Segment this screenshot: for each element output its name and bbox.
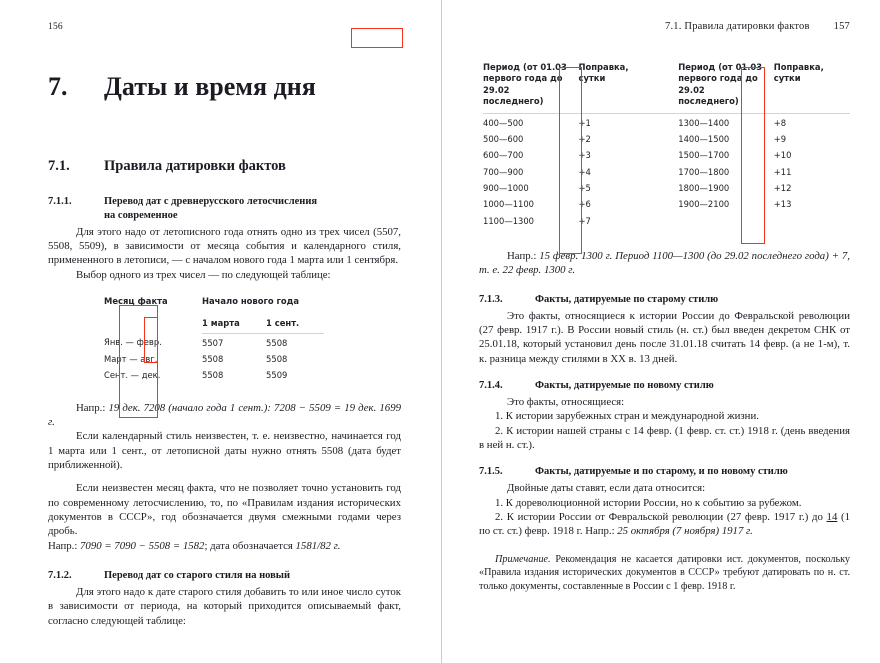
list-item-part2: (1 по ст. ст.) февр. 1918 г. Напр.:: [479, 510, 850, 538]
cell-period-right: 1800—1900: [678, 183, 730, 194]
table-row: [483, 131, 850, 147]
subsection-title: Перевод дат со старого стиля на новый: [104, 570, 291, 582]
cell-period-left: 600—700: [483, 150, 524, 161]
cell-period-right-empty: [678, 213, 774, 229]
table-row: [104, 334, 324, 351]
header-new-year-start: Начало нового года: [202, 296, 300, 307]
subsection-heading-7-1-1: [48, 195, 401, 223]
cell-spacer: [655, 180, 679, 196]
style-corrections-table: [483, 62, 850, 229]
cell-correction-left: +1: [578, 117, 591, 128]
paragraph-7-1-5-intro: Двойные даты ставят, если дата относится:: [507, 482, 706, 495]
list-item-part1: 2. К истории России от Февральской революции (27 февр. 1917 г.) до: [495, 510, 827, 523]
section-heading-7-1: [48, 158, 401, 175]
subsection-number: 7.1.1.: [48, 195, 72, 207]
table-row: [104, 351, 324, 367]
cell-correction-right: +10: [773, 150, 792, 161]
cell-month: Янв. — февр.: [104, 337, 162, 348]
subsection-heading-7-1-4: [479, 379, 850, 393]
cell-correction-right: +9: [773, 133, 787, 144]
example-suffix: ; дата обозначается: [204, 539, 296, 552]
left-page-folio: 156: [48, 22, 63, 32]
paragraph-7-1-3-body: Это факты, относящиеся к истории России до Февральской революции (27 февр. 1917 г.). В России новый стиль (н. ст.) был введен декретом СНК от 25.01.18, который установил день после 31.01.18 считать 14 февр. (а не 1-м), т. к. разница между стилями в XX в. 13 дней.: [479, 309, 850, 365]
table-row: [483, 164, 850, 180]
cell-march: 5508: [202, 370, 224, 381]
cell-correction-left: +7: [578, 215, 591, 226]
section-title: Правила датировки фактов: [104, 157, 286, 174]
paragraph-example-7208: [48, 401, 401, 430]
paragraph-7-1-2-intro: Для этого надо к дате старого стиля добавить то или иное число суток в зависимости от периода, на который приходится описываемый факт, согласно следующей таблице:: [48, 585, 401, 627]
paragraph-unknown-month: Если неизвестен месяц факта, что не позволяет точно установить год по современному летосчислению, то, по «Правилам издания исторических документов в СССР», год обозначается двумя смежными годами через дробь.: [48, 482, 401, 538]
subsection-title-line1: Перевод дат с древнерусского летосчисления: [104, 195, 318, 207]
right-page-runhead: [479, 20, 850, 34]
subheader-september: 1 сент.: [266, 313, 324, 334]
cell-month: Сент. — дек.: [104, 370, 161, 381]
example-prefix: Напр.:: [76, 401, 109, 414]
subsection-number: 7.1.2.: [48, 570, 72, 582]
cell-period-left: 700—900: [483, 166, 524, 177]
table-row: [483, 114, 850, 131]
cell-period-left: 500—600: [483, 133, 524, 144]
subheader-march: 1 марта: [202, 313, 266, 334]
cell-period-right: 1700—1800: [678, 166, 730, 177]
months-table-wrapper: [104, 296, 401, 383]
header-correction-left: Поправка, сутки: [579, 62, 655, 114]
cell-sept: 5509: [266, 370, 288, 381]
section-number: 7.1.: [48, 157, 70, 174]
cell-period-left: 400—500: [483, 117, 524, 128]
example-italic-2: 7090 = 7090 − 5508 = 1582: [80, 539, 205, 552]
cell-sept: 5508: [266, 353, 288, 364]
cell-correction-right-empty: [774, 213, 850, 229]
corrections-table-wrapper: [483, 62, 850, 229]
cell-correction-left: +5: [578, 183, 591, 194]
chapter-title: Даты и время дня: [104, 72, 316, 101]
subsection-title: Факты, датируемые и по старому, и по новому стилю: [535, 466, 788, 478]
subsection-number: 7.1.4.: [479, 380, 503, 392]
cell-march: 5508: [202, 353, 224, 364]
cell-correction-right: +11: [773, 166, 792, 177]
header-period-left: Период (от 01.03 первого года до 29.02 последнего): [483, 62, 579, 114]
cell-spacer: [655, 131, 679, 147]
table-header-row: [104, 296, 324, 313]
cell-spacer: [655, 196, 679, 212]
cell-period-right: 1400—1500: [678, 133, 730, 144]
table-row: [104, 367, 324, 383]
cell-correction-right: +13: [773, 199, 792, 210]
header-month-of-fact: Месяц факта: [104, 296, 168, 307]
cell-period-right: 1500—1700: [678, 150, 730, 161]
list-item-example-italic: 25 октября (7 ноября) 1917 г.: [617, 525, 753, 538]
cell-period-left: 1100—1300: [483, 215, 535, 226]
cell-sept: 5508: [266, 337, 288, 348]
cell-correction-right: +12: [773, 183, 792, 194]
example-italic: 19 дек. 7208 (начало года 1 сент.): 7208 − 5509 = 19 дек. 1699 г.: [48, 401, 401, 428]
header-correction-right: Поправка, сутки: [774, 62, 850, 114]
subsection-title: [104, 195, 401, 223]
list-item: 2. К истории нашей страны с 14 февр. (1 февр. ст. ст.) 1918 г. (день введения в ней н. ст.).: [479, 424, 850, 451]
note-label: Примечание.: [495, 553, 551, 565]
cell-period-right: 1900—2100: [678, 199, 730, 210]
subsection-number: 7.1.5.: [479, 466, 503, 478]
example-italic: 15 февр. 1300 г. Период 1100—1300 (до 29.02 последнего года) + 7, т. е. 22 февр. 1300 г.: [479, 250, 850, 277]
subsection-title-line2: на современное: [104, 209, 178, 221]
note-body: Рекомендация не касается датировки ист. документов, поскольку «Правила издания исторических документов в СССР» требуют датировать по н. ст. только документы, составленные в России с 1 февр. 1918 г.: [479, 553, 850, 592]
header-period-right: Период (от 01.03 первого года до 29.02 последнего): [678, 62, 774, 114]
table-header-row: [483, 62, 850, 114]
paragraph-7-1-4-intro: Это факты, относящиеся:: [507, 395, 625, 408]
cell-correction-left: +4: [578, 166, 591, 177]
paragraph-7-1-1-table-lead: Выбор одного из трех чисел — по следующей таблице:: [76, 268, 331, 281]
subsection-heading-7-1-2: [48, 569, 401, 583]
paragraph-example-1300: [479, 249, 850, 278]
cell-correction-right: +8: [773, 117, 787, 128]
cell-spacer: [655, 147, 679, 163]
paragraph-note: [479, 553, 850, 594]
list-item: 1. К истории зарубежных стран и международной жизни.: [495, 410, 759, 423]
cell-correction-left: +3: [578, 150, 591, 161]
table-row: [483, 213, 850, 229]
subsection-heading-7-1-5: [479, 465, 850, 479]
chapter-number: 7.: [48, 72, 68, 101]
cell-period-right: 1300—1400: [678, 117, 730, 128]
underlined-number: 14: [826, 510, 838, 523]
runhead-title: 7.1. Правила датировки фактов: [665, 21, 810, 32]
paragraph-example-7090: [48, 539, 401, 553]
list-item: 1. К дореволюционной истории России, но к событию за рубежом.: [495, 496, 802, 509]
cell-spacer: [655, 164, 679, 180]
list-item-with-underline: [479, 510, 850, 539]
subsection-title: Факты, датируемые по новому стилю: [535, 380, 714, 392]
table-row: [483, 147, 850, 163]
cell-spacer: [655, 114, 679, 131]
cell-period-left: 1000—1100: [483, 199, 535, 210]
right-page-folio: 157: [833, 21, 850, 32]
header-spacer: [655, 62, 679, 114]
page-gutter-divider: [441, 0, 442, 663]
subsection-number: 7.1.3.: [479, 293, 503, 305]
cell-spacer: [655, 213, 679, 229]
subsection-heading-7-1-3: [479, 293, 850, 307]
example-prefix-2: Напр.:: [48, 539, 81, 552]
cell-month: Март — авг.: [104, 353, 158, 364]
subsection-title: Факты, датируемые по старому стилю: [535, 293, 719, 305]
example-prefix: Напр.:: [507, 250, 540, 262]
cell-correction-left: +6: [578, 199, 591, 210]
chapter-heading: [48, 72, 401, 102]
cell-period-left: 900—1000: [483, 183, 529, 194]
table-row: [483, 196, 850, 212]
paragraph-7-1-1-intro: Для этого надо от летописного года отнять одно из трех чисел (5507, 5508, 5509), в зависимости от месяца события и календарного стиля, примененного в летописи, — с началом нового года 1 марта или 1 сентября.: [48, 225, 401, 267]
months-conversion-table: [104, 296, 324, 383]
cell-march: 5507: [202, 337, 224, 348]
cell-correction-left: +2: [578, 133, 591, 144]
example-italic-3: 1581/82 г.: [295, 539, 341, 552]
paragraph-unknown-style: Если календарный стиль неизвестен, т. е. неизвестно, начинается год 1 марта или 1 сент., от летописной даты нужно отнять 5508 (дата будет приближенной).: [48, 430, 401, 471]
table-row: [483, 180, 850, 196]
right-page: [441, 0, 880, 663]
